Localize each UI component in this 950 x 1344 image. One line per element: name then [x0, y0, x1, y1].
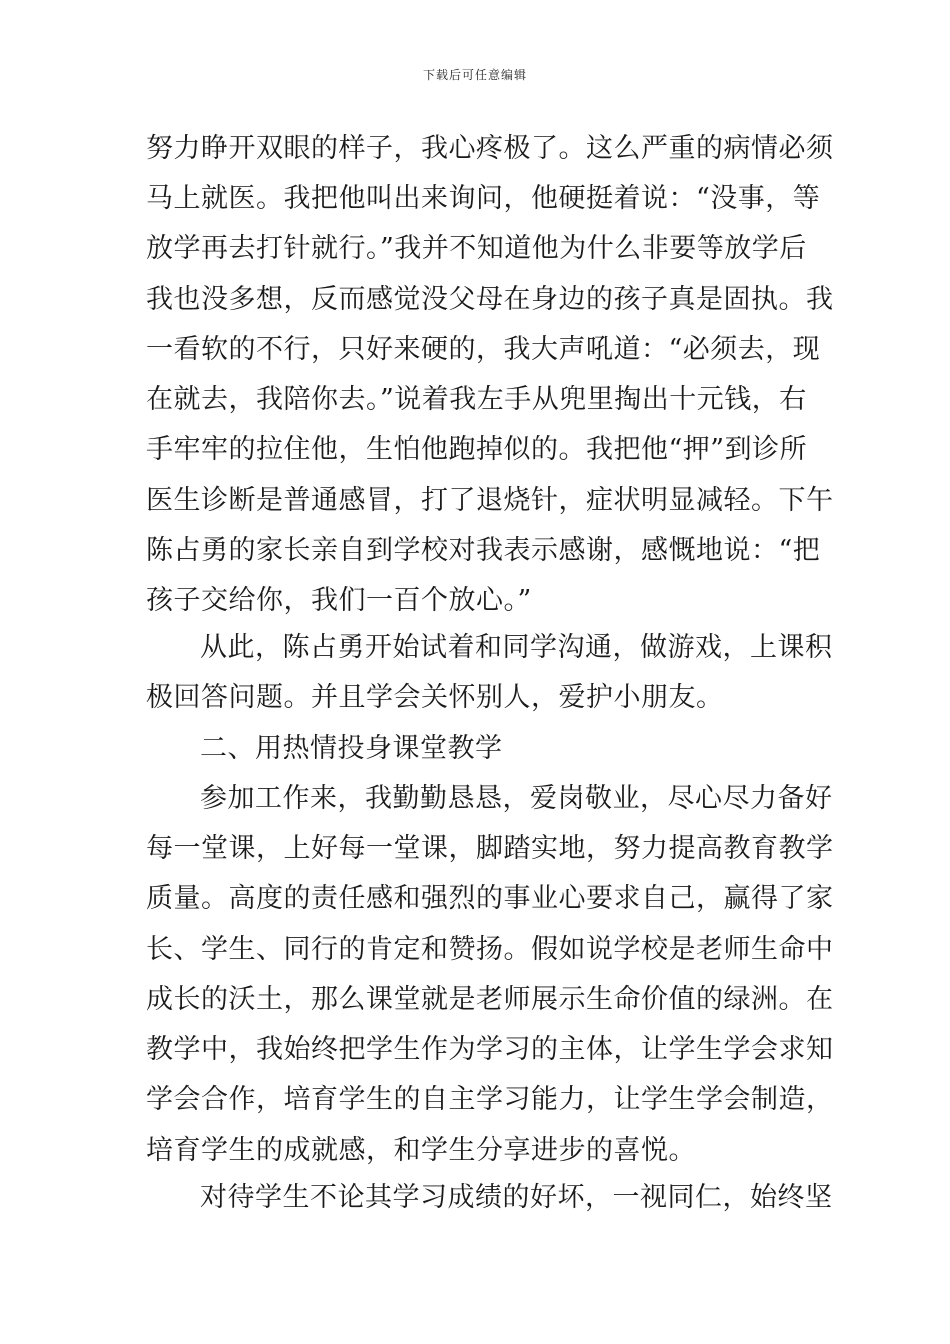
paragraph-first-line: 对待学生不论其学习成绩的好坏，一视同仁，始终坚 — [200, 1182, 833, 1213]
text-line: 极回答问题。并且学会关怀别人，爱护小朋友。 — [146, 682, 724, 713]
text-line: 手牢牢的拉住他，生怕他跑掉似的。我把他“押”到诊所 — [146, 434, 808, 465]
text-line: 长、学生、同行的肯定和赞扬。假如说学校是老师生命中 — [146, 934, 834, 965]
text-line: 教学中，我始终把学生作为学习的主体，让学生学会求知 — [146, 1034, 834, 1065]
text-line: 陈占勇的家长亲自到学校对我表示感谢，感慨地说：“把 — [146, 535, 821, 566]
paragraph-first-line: 从此，陈占勇开始试着和同学沟通，做游戏，上课积 — [200, 632, 833, 663]
page-header: 下载后可任意编辑 — [422, 68, 527, 82]
text-line: 培育学生的成就感，和学生分享进步的喜悦。 — [146, 1135, 696, 1166]
text-line: 在就去，我陪你去。”说着我左手从兜里掏出十元钱，右 — [146, 384, 807, 415]
text-line: 学会合作，培育学生的自主学习能力，让学生学会制造， — [146, 1084, 834, 1115]
text-line: 马上就医。我把他叫出来询问，他硬挺着说：“没事，等 — [146, 183, 821, 214]
text-line: 孩子交给你，我们一百个放心。” — [146, 585, 532, 616]
text-line: 一看软的不行，只好来硬的，我大声吼道：“必须去，现 — [146, 334, 821, 365]
text-line: 成长的沃土，那么课堂就是老师展示生命价值的绿洲。在 — [146, 984, 834, 1015]
text-line: 放学再去打针就行。”我并不知道他为什么非要等放学后 — [146, 233, 807, 264]
text-line: 我也没多想，反而感觉没父母在身边的孩子真是固执。我 — [146, 284, 834, 315]
paragraph-first-line: 参加工作来，我勤勤恳恳，爱岗敬业，尽心尽力备好 — [200, 783, 833, 814]
text-line: 努力睁开双眼的样子，我心疼极了。这么严重的病情必须 — [146, 133, 834, 164]
text-line: 医生诊断是普通感冒，打了退烧针，症状明显减轻。下午 — [146, 485, 834, 516]
text-line: 质量。高度的责任感和强烈的事业心要求自己，赢得了家 — [146, 883, 834, 914]
text-line: 每一堂课，上好每一堂课，脚踏实地，努力提高教育教学 — [146, 833, 834, 864]
section-heading: 二、用热情投身课堂教学 — [200, 733, 503, 764]
